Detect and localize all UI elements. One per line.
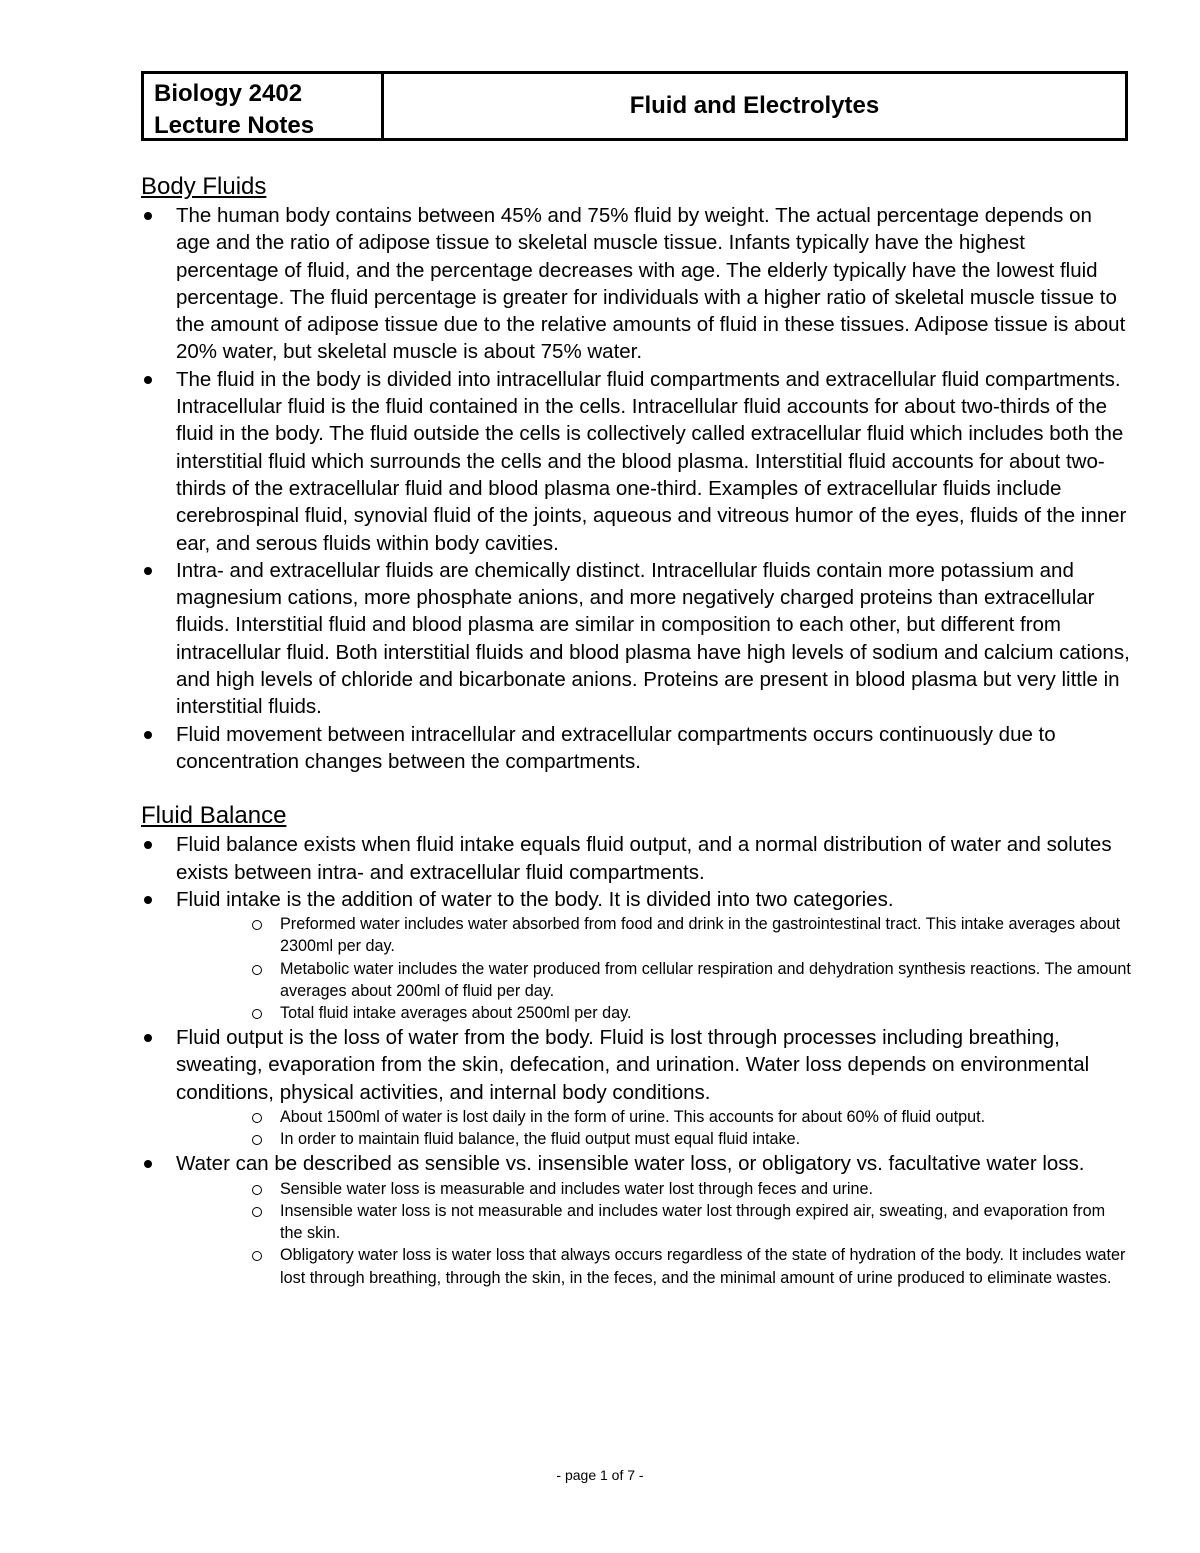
sub-item-text: About 1500ml of water is lost daily in the form of urine. This accounts for about 60% of fluid output.	[280, 1108, 986, 1127]
bullet-icon	[144, 1034, 152, 1042]
sub-list	[176, 1178, 1131, 1289]
fluid-balance-list	[141, 831, 1131, 1289]
bullet-icon	[144, 567, 152, 575]
circle-bullet-icon	[252, 1207, 262, 1217]
section-title-fluid-balance: Fluid Balance	[141, 802, 287, 830]
sub-item-text: Preformed water includes water absorbed from food and drink in the gastrointestinal tract. This intake averages about 2300ml per day.	[280, 915, 1121, 956]
circle-bullet-icon	[252, 1113, 262, 1123]
list-item	[141, 1150, 1131, 1288]
document-title: Fluid and Electrolytes	[629, 92, 880, 119]
bullet-text: The fluid in the body is divided into intracellular fluid compartments and extracellular fluid compartments. Intracellular fluid is the fluid contained in the cells. Intracellular fluid accounts for about two-thirds of the fluid in the body. The fluid outside the cells is collectively called extracellular fluid which includes both the interstitial fluid which surrounds the cells and the blood plasma. Interstitial fluid accounts for about two-thirds of the extracellular fluid and blood plasma one-third. Examples of extracellular fluids include cerebrospinal fluid, synovial fluid of the joints, aqueous and vitreous humor of the eyes, fluids of the inner ear, and serous fluids within body cavities.	[176, 367, 1127, 555]
body-fluids-list	[141, 202, 1131, 775]
sub-list-item	[176, 913, 1131, 957]
circle-bullet-icon	[252, 920, 262, 930]
sub-list-item	[176, 958, 1131, 1002]
sub-item-text: Sensible water loss is measurable and includes water lost through feces and urine.	[280, 1179, 873, 1198]
circle-bullet-icon	[252, 1009, 262, 1019]
bullet-text: Fluid output is the loss of water from the body. Fluid is lost through processes including breathing, sweating, evaporation from the skin, defecation, and urination. Water loss depends on environmental conditions, physical activities, and internal body conditions.	[176, 1026, 1090, 1104]
sub-list-item	[176, 1200, 1131, 1244]
sub-list-item	[176, 1244, 1131, 1288]
list-item	[141, 1024, 1131, 1150]
sub-item-text: Insensible water loss is not measurable and includes water lost through expired air, sweating, and evaporation from the skin.	[280, 1201, 1106, 1243]
sub-list	[176, 1106, 1131, 1150]
section-title-body-fluids: Body Fluids	[141, 173, 267, 200]
sub-item-text: Obligatory water loss is water loss that always occurs regardless of the state of hydration of the body. It includes water lost through breathing, through the skin, in the feces, and the minimal amount of urine produced to eliminate wastes.	[280, 1246, 1126, 1287]
page-number: - page 1 of 7 -	[556, 1467, 644, 1483]
bullet-text: Fluid balance exists when fluid intake equals fluid output, and a normal distribution of water and solutes exists between intra- and extracellular fluid compartments.	[176, 833, 1112, 884]
bullet-text: Water can be described as sensible vs. insensible water loss, or obligatory vs. facultative water loss.	[176, 1152, 1085, 1176]
sub-list-item	[176, 1128, 1131, 1150]
document-body	[141, 172, 1131, 1289]
bullet-icon	[144, 1160, 152, 1168]
sub-item-text: Total fluid intake averages about 2500ml per day.	[280, 1003, 632, 1022]
list-item	[141, 886, 1131, 1024]
bullet-text: Fluid movement between intracellular and extracellular compartments occurs continuously due to concentration changes between the compartments.	[176, 722, 1056, 773]
sub-list-item	[176, 1002, 1131, 1024]
bullet-icon	[144, 212, 152, 220]
circle-bullet-icon	[252, 1251, 262, 1261]
circle-bullet-icon	[252, 965, 262, 975]
circle-bullet-icon	[252, 1135, 262, 1145]
course-name: Biology 2402	[154, 80, 303, 107]
list-item	[141, 831, 1131, 886]
bullet-text: The human body contains between 45% and 75% fluid by weight. The actual percentage depends on age and the ratio of adipose tissue to skeletal muscle tissue. Infants typically have the highest percentage of fluid, and the percentage decreases with age. The elderly typically have the lowest fluid percentage. The fluid percentage is greater for individuals with a higher ratio of skeletal muscle tissue to the amount of adipose tissue due to the relative amounts of fluid in these tissues. Adipose tissue is about 20% water, but skeletal muscle is about 75% water.	[176, 204, 1126, 364]
sub-item-text: Metabolic water includes the water produced from cellular respiration and dehydration synthesis reactions. The amount averages about 200ml of fluid per day.	[280, 959, 1131, 1000]
bullet-text: Intra- and extracellular fluids are chemically distinct. Intracellular fluids contain more potassium and magnesium cations, more phosphate anions, and more negatively charged proteins than extracellular fluids. Interstitial fluid and blood plasma are similar in composition to each other, but different from intracellular fluid. Both interstitial fluids and blood plasma have high levels of sodium and calcium cations, and high levels of chloride and bicarbonate anions. Proteins are present in blood plasma but very little in interstitial fluids.	[176, 558, 1130, 719]
notes-type: Lecture Notes	[154, 112, 315, 139]
sub-list-item	[176, 1106, 1131, 1128]
course-info	[144, 74, 384, 138]
list-item	[141, 202, 1131, 366]
list-item	[141, 721, 1131, 776]
sub-item-text: In order to maintain fluid balance, the fluid output must equal fluid intake.	[280, 1130, 801, 1149]
list-item	[141, 557, 1131, 721]
list-item	[141, 366, 1131, 557]
header-box	[141, 71, 1128, 141]
sub-list-item	[176, 1178, 1131, 1200]
bullet-icon	[144, 376, 152, 384]
bullet-icon	[144, 896, 152, 904]
bullet-icon	[144, 731, 152, 739]
bullet-text: Fluid intake is the addition of water to the body. It is divided into two categories.	[176, 887, 894, 911]
sub-list	[176, 913, 1131, 1024]
bullet-icon	[144, 841, 152, 849]
circle-bullet-icon	[252, 1185, 262, 1195]
